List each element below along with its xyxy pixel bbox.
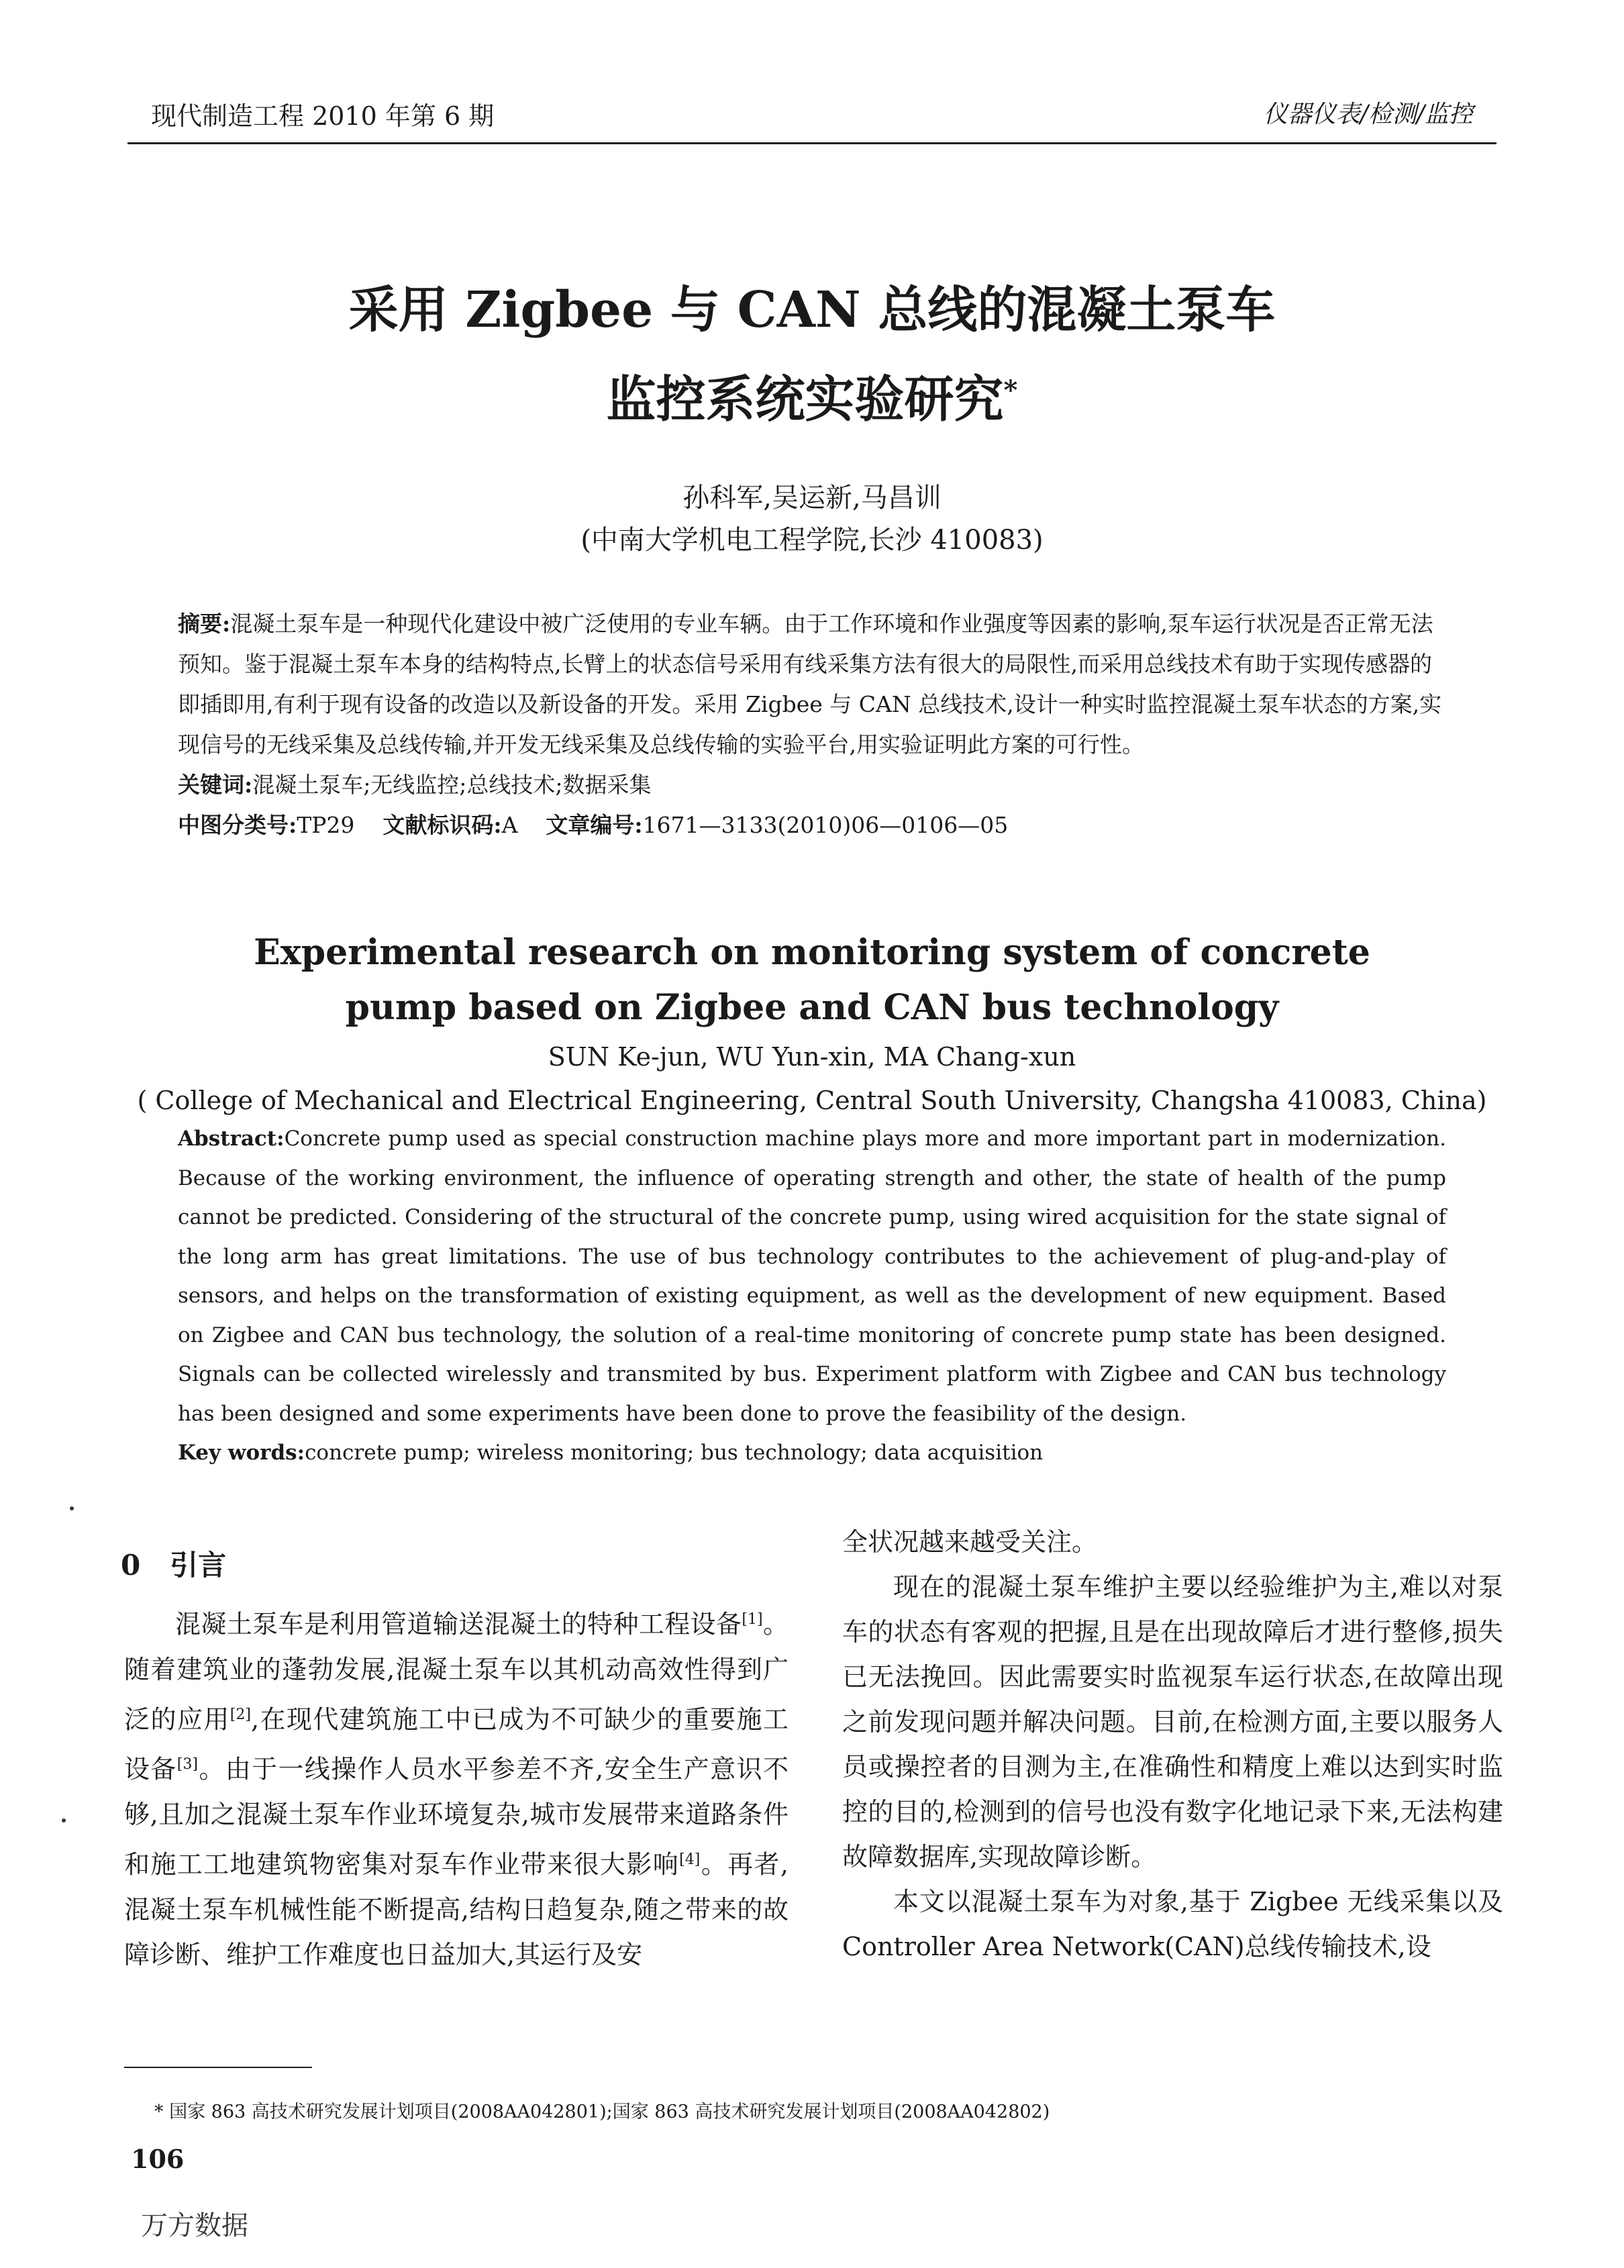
body-text: 。由于一线操作人员水平参差不齐,安全生产意识不够,且加之混凝土泵车作业环境复杂,城市发展带来道路条件和施工工地建筑物密集对泵车作业带来很大影响 bbox=[124, 1754, 789, 1879]
keywords-en-text: concrete pump; wireless monitoring; bus technology; data acquisition bbox=[305, 1441, 1044, 1465]
body-paragraph bbox=[124, 1597, 789, 1977]
title-footnote-mark: * bbox=[1003, 374, 1018, 406]
body-text: ,在现代建筑施工中已成为不可缺少的重要施工设备 bbox=[124, 1704, 789, 1784]
journal-header: 现代制造工程 2010 年第 6 期 bbox=[151, 101, 495, 131]
article-no-label: 文章编号: bbox=[546, 812, 643, 838]
scan-mark bbox=[70, 1506, 74, 1510]
section-title: 引言 bbox=[170, 1549, 227, 1582]
body-text: 。再者,混凝土泵车机械性能不断提高,结构日趋复杂,随之带来的故障诊断、维护工作难度也日益加大,其运行及安 bbox=[124, 1849, 789, 1969]
citation-ref: [4] bbox=[679, 1851, 701, 1868]
section-header: 仪器仪表/检测/监控 bbox=[1263, 101, 1473, 128]
citation-ref: [3] bbox=[176, 1756, 198, 1773]
abstract-cn bbox=[178, 604, 1446, 845]
authors-cn: 孙科军,吴运新,马昌训 bbox=[682, 482, 942, 513]
doc-code-value: A bbox=[501, 812, 518, 838]
section-number: 0 bbox=[121, 1549, 141, 1582]
affiliation-en: ( College of Mechanical and Electrical Engineering, Central South University, Changsha 410083, China) bbox=[137, 1086, 1487, 1115]
footnote-rule bbox=[124, 2067, 312, 2068]
affiliation-cn: (中南大学机电工程学院,长沙 410083) bbox=[580, 525, 1044, 556]
body-text: 。随着建筑业的蓬勃发展,混凝土泵车以其机动高效性得到广泛的应用 bbox=[124, 1609, 789, 1735]
title-cn-line1: 采用 Zigbee 与 CAN 总线的混凝土泵车 bbox=[348, 281, 1276, 339]
section-heading bbox=[121, 1543, 226, 1584]
body-paragraph-continued: 全状况越来越受关注。 bbox=[842, 1527, 1098, 1557]
citation-ref: [2] bbox=[230, 1706, 251, 1723]
abstract-en-text: Concrete pump used as special construction machine plays more and more important part in modernization. Because of the working environment, the influence of operating strength and other, the state of health of the pump cannot be predicted. Considering of the structural of the concrete pump, using wired acquisition for the state signal of the long arm has great limitations. The use of bus technology contributes to the achievement of plug-and-play of sensors, and helps on the transformation of existing equipment, as well as the development of new equipment. Based on Zigbee and CAN bus technology, the solution of a real-time monitoring of concrete pump state has been designed. Signals can be collected wirelessly and transmited by bus. Experiment platform with Zigbee and CAN bus technology has been designed and some experiments have been done to prove the feasibility of the design. bbox=[178, 1127, 1446, 1426]
doc-code-label: 文献标识码: bbox=[383, 812, 502, 838]
keywords-en bbox=[178, 1433, 1446, 1473]
watermark: 万方数据 bbox=[141, 2210, 248, 2241]
funding-footnote: * 国家 863 高技术研究发展计划项目(2008AA042801);国家 863 高技术研究发展计划项目(2008AA042802) bbox=[154, 2102, 1050, 2122]
keywords-cn-label: 关键词: bbox=[178, 772, 253, 798]
title-en-line2: pump based on Zigbee and CAN bus technology bbox=[345, 987, 1279, 1028]
abstract-en-paragraph bbox=[178, 1119, 1446, 1433]
abstract-en-label: Abstract: bbox=[178, 1127, 285, 1151]
abstract-cn-label: 摘要: bbox=[178, 611, 231, 637]
body-paragraph: 现在的混凝土泵车维护主要以经验维护为主,难以对泵车的状态有客观的把握,且是在出现故障后才进行整修,损失已无法挽回。因此需要实时监视泵车运行状态,在故障出现之前发现问题并解决问题。目前,在检测方面,主要以服务人员或操控者的目测为主,在准确性和精度上难以达到实时监控的目的,检测到的信号也没有数字化地记录下来,无法构建故障数据库,实现故障诊断。 bbox=[842, 1572, 1503, 1871]
abstract-cn-text: 混凝土泵车是一种现代化建设中被广泛使用的专业车辆。由于工作环境和作业强度等因素的影响,泵车运行状况是否正常无法预知。鉴于混凝土泵车本身的结构特点,长臂上的状态信号采用有线采集方法有很大的局限性,而采用总线技术有助于实现传感器的即插即用,有利于现有设备的改造以及新设备的开发。采用 Zigbee 与 CAN 总线技术,设计一种实时监控混凝土泵车状态的方案,实现信号的无线采集及总线传输,并开发无线采集及总线传输的实验平台,用实验证明此方案的可行性。 bbox=[178, 611, 1442, 758]
abstract-en bbox=[178, 1119, 1446, 1473]
clc-label: 中图分类号: bbox=[178, 812, 297, 838]
scan-mark bbox=[62, 1818, 66, 1822]
page-number: 106 bbox=[131, 2144, 185, 2174]
keywords-en-label: Key words: bbox=[178, 1441, 305, 1465]
title-cn-line2-text: 监控系统实验研究 bbox=[606, 370, 1004, 429]
keywords-cn bbox=[178, 765, 1446, 805]
body-paragraph: 本文以混凝土泵车为对象,基于 Zigbee 无线采集以及 Controller Area Network(CAN)总线传输技术,设 bbox=[842, 1887, 1503, 1961]
title-cn-line2 bbox=[0, 350, 1624, 440]
header-rule bbox=[128, 142, 1496, 144]
authors-en: SUN Ke-jun, WU Yun-xin, MA Chang-xun bbox=[548, 1042, 1076, 1072]
classification-line bbox=[178, 805, 1446, 845]
body-right-column bbox=[842, 1520, 1503, 1969]
body-text: 混凝土泵车是利用管道输送混凝土的特种工程设备 bbox=[175, 1609, 742, 1639]
abstract-cn-paragraph bbox=[178, 604, 1446, 765]
keywords-cn-text: 混凝土泵车;无线监控;总线技术;数据采集 bbox=[252, 772, 652, 798]
body-left-column bbox=[124, 1597, 789, 1977]
clc-value: TP29 bbox=[297, 812, 355, 838]
citation-ref: [1] bbox=[742, 1611, 763, 1628]
article-no-value: 1671—3133(2010)06—0106—05 bbox=[642, 812, 1009, 838]
title-en-line1: Experimental research on monitoring system of concrete bbox=[254, 932, 1370, 973]
